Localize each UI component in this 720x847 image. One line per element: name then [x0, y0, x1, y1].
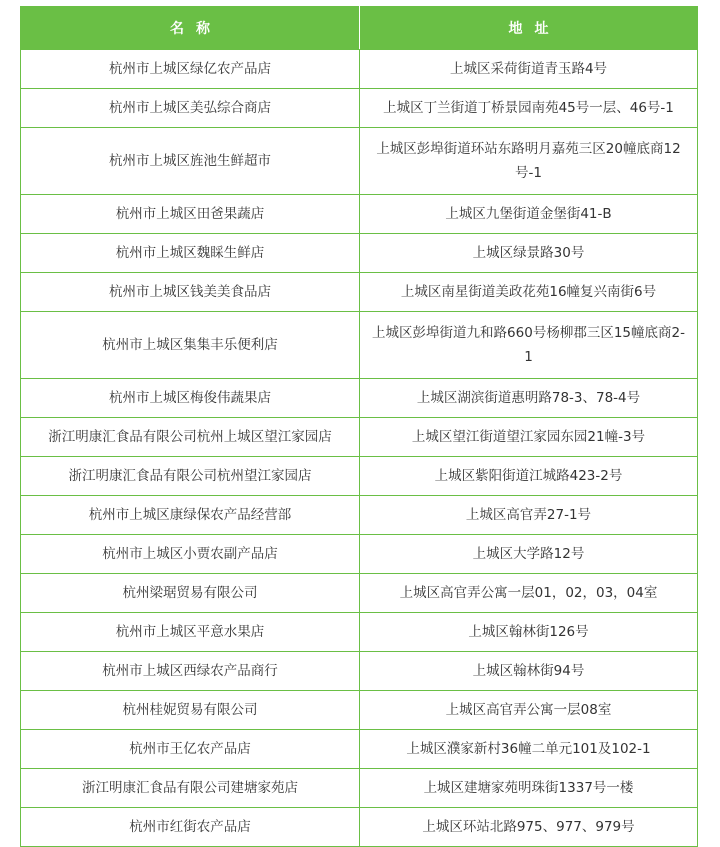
table-row [21, 312, 698, 379]
store-address: 上城区大学路12号 [360, 535, 698, 574]
table-row [21, 273, 698, 312]
table-row [21, 195, 698, 234]
store-address: 上城区高官弄公寓一层08室 [360, 691, 698, 730]
store-name: 杭州桂妮贸易有限公司 [21, 691, 360, 730]
table-row [21, 89, 698, 128]
store-address: 上城区采荷街道青玉路4号 [360, 50, 698, 89]
store-address: 上城区彭埠街道九和路660号杨柳郡三区15幢底商2-1 [360, 312, 698, 379]
table-row [21, 808, 698, 847]
store-name: 杭州市王亿农产品店 [21, 730, 360, 769]
store-address: 上城区丁兰街道丁桥景园南苑45号一层、46号-1 [360, 89, 698, 128]
store-name: 杭州市上城区集集丰乐便利店 [21, 312, 360, 379]
store-name: 杭州市上城区康绿保农产品经营部 [21, 496, 360, 535]
store-address: 上城区高官弄27-1号 [360, 496, 698, 535]
store-list-table-container [20, 6, 697, 847]
store-name: 杭州市上城区美弘综合商店 [21, 89, 360, 128]
store-address: 上城区濮家新村36幢二单元101及102-1 [360, 730, 698, 769]
store-name: 浙江明康汇食品有限公司杭州上城区望江家园店 [21, 418, 360, 457]
table-row [21, 496, 698, 535]
header-address: 地址 [360, 7, 698, 50]
store-name: 杭州市上城区平意水果店 [21, 613, 360, 652]
store-address: 上城区望江街道望江家园东园21幢-3号 [360, 418, 698, 457]
table-row [21, 234, 698, 273]
store-name: 杭州市上城区小贾农副产品店 [21, 535, 360, 574]
store-name: 杭州梁琚贸易有限公司 [21, 574, 360, 613]
store-name: 杭州市上城区旌池生鲜超市 [21, 128, 360, 195]
table-row [21, 769, 698, 808]
store-name: 杭州市上城区西绿农产品商行 [21, 652, 360, 691]
table-row [21, 613, 698, 652]
store-address: 上城区紫阳街道江城路423-2号 [360, 457, 698, 496]
store-name: 杭州市上城区钱美美食品店 [21, 273, 360, 312]
table-row [21, 128, 698, 195]
store-name: 杭州市上城区田爸果蔬店 [21, 195, 360, 234]
table-row [21, 457, 698, 496]
table-row [21, 730, 698, 769]
store-list-table [20, 6, 698, 847]
store-address: 上城区翰林街94号 [360, 652, 698, 691]
header-name: 名称 [21, 7, 360, 50]
store-address: 上城区绿景路30号 [360, 234, 698, 273]
store-name: 杭州市上城区梅俊伟蔬果店 [21, 379, 360, 418]
store-address: 上城区环站北路975、977、979号 [360, 808, 698, 847]
table-row [21, 652, 698, 691]
store-address: 上城区南星街道美政花苑16幢复兴南街6号 [360, 273, 698, 312]
table-row [21, 379, 698, 418]
store-name: 杭州市红街农产品店 [21, 808, 360, 847]
table-body [21, 50, 698, 847]
table-row [21, 574, 698, 613]
store-address: 上城区翰林街126号 [360, 613, 698, 652]
table-row [21, 535, 698, 574]
table-row [21, 50, 698, 89]
table-row [21, 691, 698, 730]
store-address: 上城区九堡街道金堡街41-B [360, 195, 698, 234]
table-row [21, 418, 698, 457]
store-name: 浙江明康汇食品有限公司杭州望江家园店 [21, 457, 360, 496]
store-address: 上城区彭埠街道环站东路明月嘉苑三区20幢底商12号-1 [360, 128, 698, 195]
table-header-row [21, 7, 698, 50]
store-address: 上城区高官弄公寓一层01，02，03，04室 [360, 574, 698, 613]
store-name: 杭州市上城区绿亿农产品店 [21, 50, 360, 89]
store-address: 上城区湖滨街道惠明路78-3、78-4号 [360, 379, 698, 418]
store-name: 浙江明康汇食品有限公司建塘家苑店 [21, 769, 360, 808]
store-address: 上城区建塘家苑明珠街1337号一楼 [360, 769, 698, 808]
store-name: 杭州市上城区魏睬生鲜店 [21, 234, 360, 273]
